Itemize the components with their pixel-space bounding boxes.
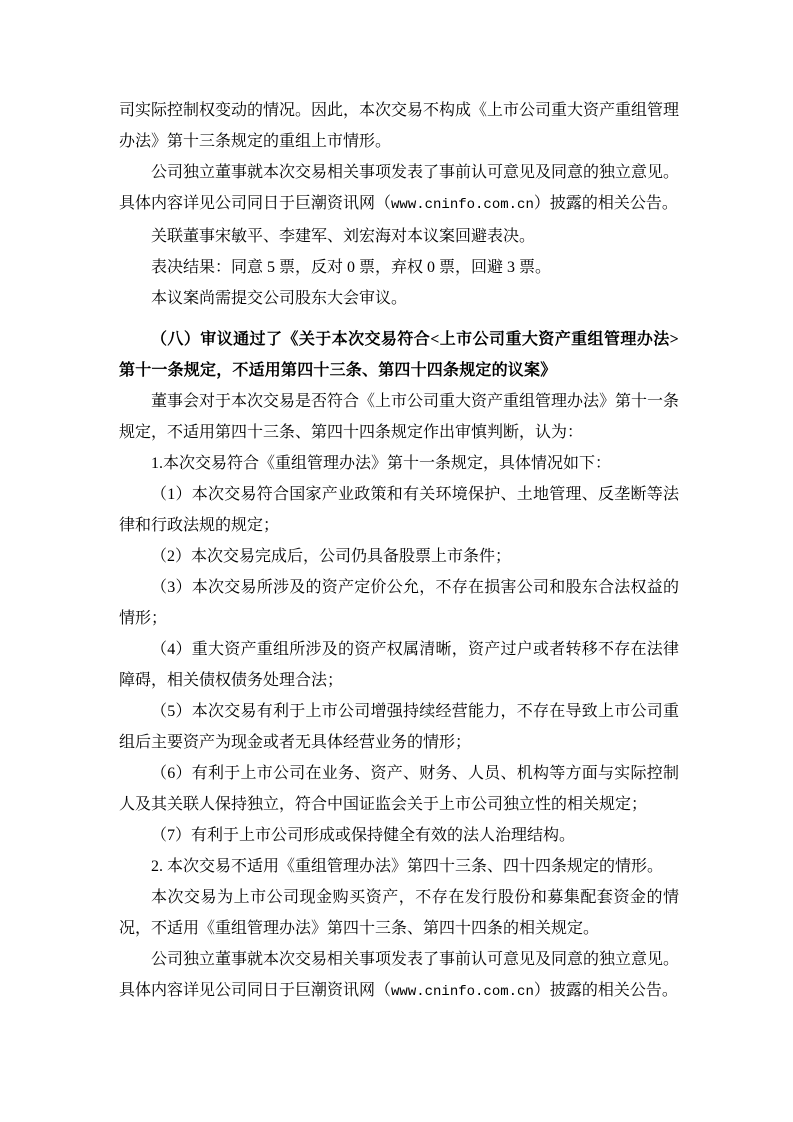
paragraph-independent-directors-opinion-2 (119, 944, 679, 1008)
paragraph-subitem-5: （5）本次交易有利于上市公司增强持续经营能力，不存在导致上市公司重组后主要资产为现金或者无具体经营业务的情形； (119, 703, 679, 751)
cninfo-url-text: www.cninfo.com.cn (391, 984, 534, 1000)
paragraph-related-directors-abstain: 关联董事宋敏平、李建军、刘宏海对本议案回避表决。 (151, 228, 536, 245)
paragraph-continuation: 司实际控制权变动的情况。因此，本次交易不构成《上市公司重大资产重组管理办法》第十三条规定的重组上市情形。 (119, 102, 680, 150)
cninfo-url-text: www.cninfo.com.cn (391, 197, 534, 213)
paragraph-voting-result: 表决结果：同意 5 票，反对 0 票，弃权 0 票，回避 3 票。 (151, 259, 552, 276)
paragraph-text: 公司独立董事就本次交易相关事项发表了事前认可意见及同意的独立意见。具体内容详见公司同日于巨潮资讯网（ (119, 951, 680, 999)
paragraph-point-1-intro: 1.本次交易符合《重组管理办法》第十一条规定，具体情况如下： (151, 455, 612, 472)
paragraph-independent-directors-opinion (119, 157, 679, 221)
paragraph-subitem-7: （7）有利于上市公司形成或保持健全有效的法人治理结构。 (151, 827, 576, 844)
paragraph-text: ）披露的相关公告。 (533, 195, 678, 212)
paragraph-subitem-1: （1）本次交易符合国家产业政策和有关环境保护、土地管理、反垄断等法律和行政法规的规定； (119, 486, 679, 534)
paragraph-subitem-2: （2）本次交易完成后，公司仍具备股票上市条件； (151, 548, 512, 565)
paragraph-board-judgment: 董事会对于本次交易是否符合《上市公司重大资产重组管理办法》第十一条规定，不适用第四十三条、第四十四条规定作出审慎判断，认为： (119, 393, 680, 441)
section-heading-item-eight: （八）审议通过了《关于本次交易符合<上市公司重大资产重组管理办法>第十一条规定，不适用第四十三条、第四十四条规定的议案》 (119, 331, 679, 379)
paragraph-subitem-6: （6）有利于上市公司在业务、资产、财务、人员、机构等方面与实际控制人及其关联人保持独立，符合中国证监会关于上市公司独立性的相关规定； (119, 765, 679, 813)
paragraph-point-2: 2. 本次交易不适用《重组管理办法》第四十三条、四十四条规定的情形。 (151, 858, 664, 875)
paragraph-subitem-3: （3）本次交易所涉及的资产定价公允，不存在损害公司和股东合法权益的情形； (119, 579, 679, 627)
paragraph-cash-purchase-explanation: 本次交易为上市公司现金购买资产，不存在发行股份和募集配套资金的情况，不适用《重组管理办法》第四十三条、第四十四条的相关规定。 (119, 889, 679, 937)
paragraph-subitem-4: （4）重大资产重组所涉及的资产权属清晰，资产过户或者转移不存在法律障碍，相关债权债务处理合法； (119, 641, 679, 689)
paragraph-text: ）披露的相关公告。 (533, 982, 678, 999)
paragraph-text: 公司独立董事就本次交易相关事项发表了事前认可意见及同意的独立意见。具体内容详见公司同日于巨潮资讯网（ (119, 164, 680, 212)
page-content (119, 95, 679, 1008)
paragraph-submit-to-shareholders-meeting: 本议案尚需提交公司股东大会审议。 (151, 290, 408, 307)
